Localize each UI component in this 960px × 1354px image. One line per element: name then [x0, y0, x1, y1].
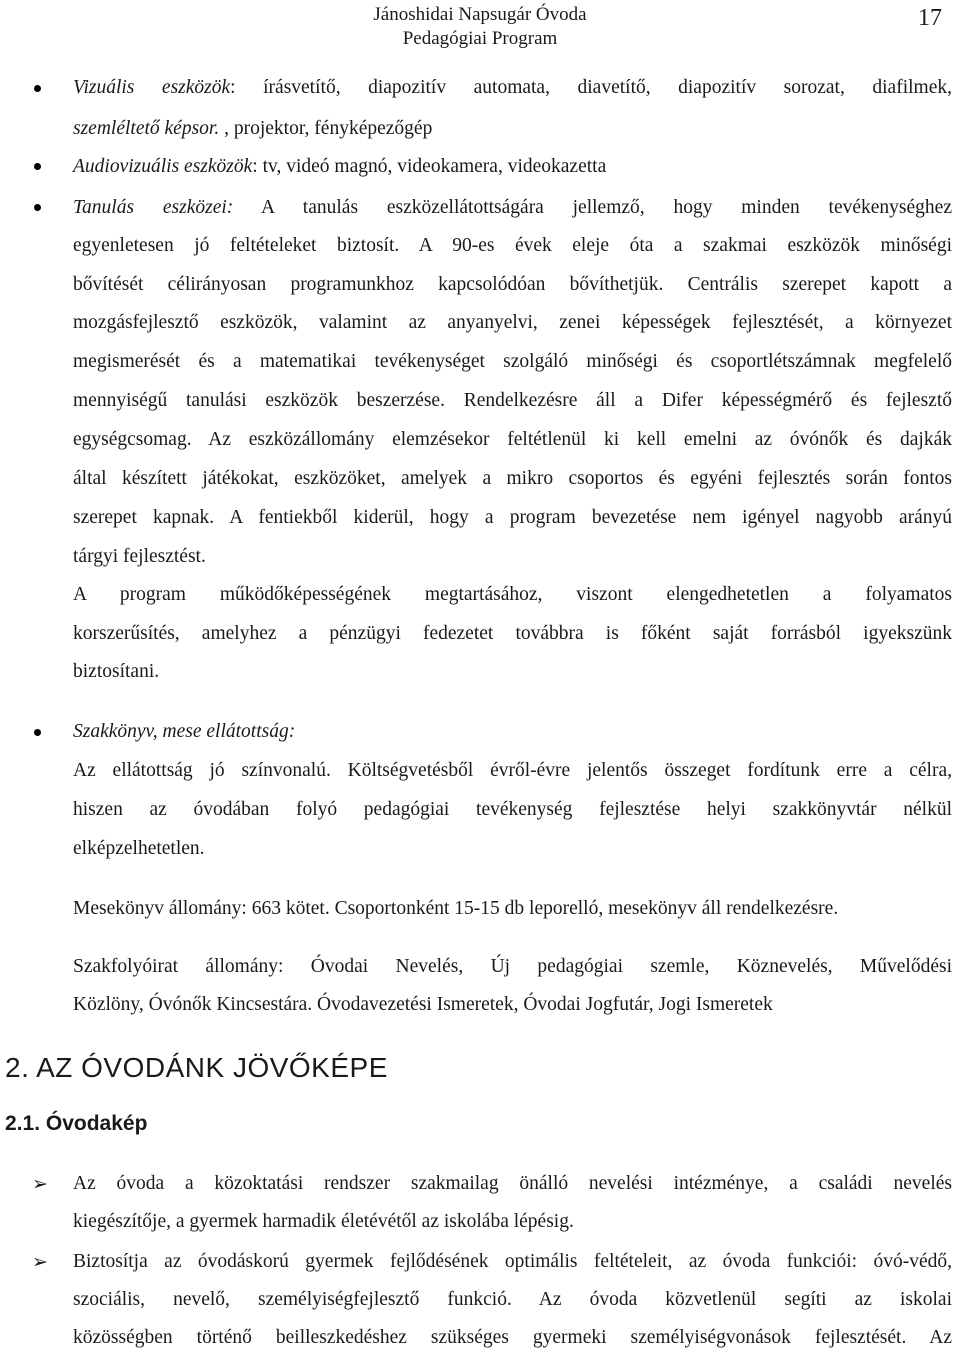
list-item: Biztosítja az óvodáskorú gyermek fejlődésének optimális feltételeit, az óvoda funkciói: óvó-védő, [73, 1251, 952, 1272]
paragraph-line: mozgásfejlesztő eszközök, valamint az anyanyelvi, zenei képességek fejlesztését, a környezet [73, 312, 952, 333]
paragraph-line: Mesekönyv állomány: 663 kötet. Csoportonként 15-15 db leporelló, mesekönyv áll rendelkezésre. [73, 898, 839, 919]
paragraph-line: egyenletesen jó feltételeket biztosít. A 90-es évek eleje óta a szakmai eszközök minőségi [73, 235, 952, 256]
paragraph-line: Az ellátottság jó színvonalú. Költségvetésből évről-évre jelentős összeget fordítunk erre a célra, [73, 760, 952, 781]
paragraph-line: mennyiségű tanulási eszközök beszerzése. Rendelkezésre áll a Difer képességmérő és fejlesztő [73, 390, 952, 411]
paragraph-line: bővítését célirányosan programunkhoz kapcsolódóan bővíthetjük. Centrális szerepet kapott a [73, 274, 952, 295]
header-doc-title: Pedagógiai Program [402, 28, 558, 49]
header-org: Jánoshidai Napsugár Óvoda [373, 4, 587, 25]
list-item: Audiovizuális eszközök: tv, videó magnó, videokamera, videokazetta [73, 156, 607, 177]
paragraph-line: A program működőképességének megtartásához, viszont elengedhetetlen a folyamatos [73, 584, 952, 605]
paragraph-line: Közlöny, Óvónők Kincsestára. Óvodavezetési Ismeretek, Óvodai Jogfutár, Jogi Ismeretek [73, 994, 773, 1015]
paragraph-line: elképzelhetetlen. [73, 838, 205, 859]
list-item: Tanulás eszközei: A tanulás eszközellátottságára jellemző, hogy minden tevékenységhez [73, 197, 952, 218]
page-number: 17 [918, 5, 942, 31]
paragraph-line: korszerűsítés, amelyhez a pénzügyi fedezetet továbbra is főként saját forrásból igyekszünk [73, 623, 952, 644]
list-item: Az óvoda a közoktatási rendszer szakmailag önálló nevelési intézménye, a családi nevelés [73, 1173, 952, 1194]
paragraph-line: tárgyi fejlesztést. [73, 546, 206, 567]
paragraph-line: által készített játékokat, eszközöket, amelyek a mikro csoportos és egyéni fejlesztés során fontos [73, 468, 952, 489]
subsection-heading: 2.1. Óvodakép [5, 1112, 148, 1135]
list-item-continuation: szemléltető képsor. , projektor, fényképezőgép [73, 118, 433, 139]
list-item-continuation: szociális, nevelő, személyiségfejlesztő funkció. Az óvoda közvetlenül segíti az iskolai [73, 1289, 952, 1310]
bullet-icon [34, 163, 41, 170]
section-heading: 2. AZ ÓVODÁNK JÖVŐKÉPE [5, 1052, 388, 1083]
arrow-bullet-icon: ➢ [32, 1173, 48, 1195]
bullet-icon [34, 85, 41, 92]
list-item: Vizuális eszközök: írásvetítő, diapozitív automata, diavetítő, diapozitív sorozat, diafilmek, [73, 77, 952, 98]
arrow-bullet-icon: ➢ [32, 1251, 48, 1273]
bullet-icon [34, 204, 41, 211]
paragraph-line: biztosítani. [73, 661, 160, 682]
paragraph-line: hiszen az óvodában folyó pedagógiai tevékenység fejlesztése helyi szakkönyvtár nélkül [73, 799, 952, 820]
list-item-continuation: kiegészítője, a gyermek harmadik életévétől az iskolába lépésig. [73, 1211, 574, 1232]
list-item: Szakkönyv, mese ellátottság: [73, 721, 296, 742]
paragraph-line: Szakfolyóirat állomány: Óvodai Nevelés, Új pedagógiai szemle, Köznevelés, Művelődési [73, 956, 952, 977]
list-item-continuation: közösségben történő beilleszkedéshez szükséges gyermeki személyiségvonások fejlesztését. Az [73, 1327, 952, 1348]
bullet-icon [34, 729, 41, 736]
paragraph-line: szerepet kapnak. A fentiekből kiderül, hogy a program bevezetése nem igényel nagyobb arányú [73, 507, 952, 528]
paragraph-line: egységcsomag. Az eszközállomány elemzésekor feltétlenül ki kell emelni az óvónők és dajkák [73, 429, 952, 450]
paragraph-line: megismerését és a matematikai tevékenységet szolgáló minőségi és csoportlétszámnak megfelelő [73, 351, 952, 372]
